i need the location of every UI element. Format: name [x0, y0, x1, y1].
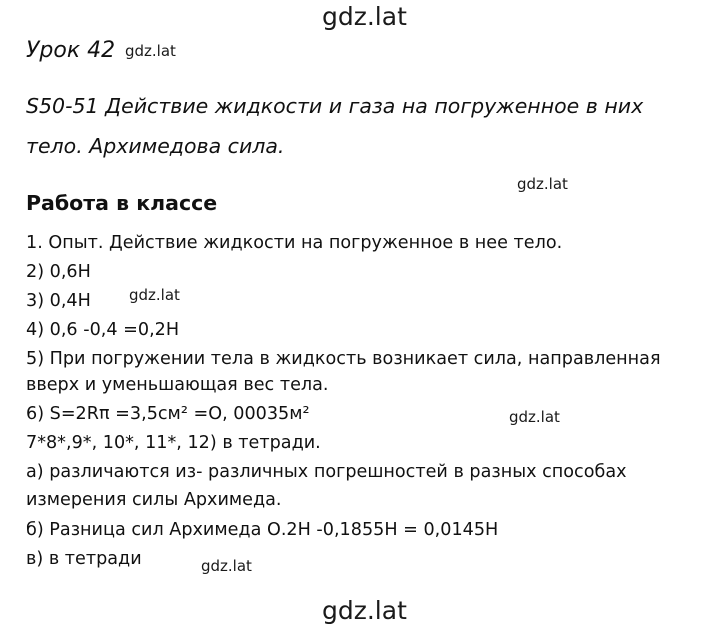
answer-line: а) различаются из- различных погрешностей в разных способах: [26, 462, 627, 482]
watermark-lesson-side: gdz.lat: [125, 42, 176, 60]
topic-line-1: S50-51 Действие жидкости и газа на погруженное в них: [26, 94, 644, 118]
watermark-mid-left: gdz.lat: [129, 286, 180, 304]
watermark-right-upper: gdz.lat: [517, 175, 568, 193]
watermark-right-lower: gdz.lat: [509, 408, 560, 426]
topic-line-2: тело. Архимедова сила.: [26, 134, 285, 158]
watermark-top: gdz.lat: [322, 2, 407, 31]
watermark-bottom: gdz.lat: [322, 596, 407, 625]
answer-line: 5) При погружении тела в жидкость возникает сила, направленная: [26, 349, 661, 369]
answer-line: в) в тетради: [26, 549, 142, 569]
answer-line: 2) 0,6Н: [26, 262, 91, 282]
answer-line: 1. Опыт. Действие жидкости на погруженное в нее тело.: [26, 233, 563, 253]
answer-line: 6) S=2Rπ =3,5см² =О, 00035м²: [26, 404, 310, 424]
answer-line: вверх и уменьшающая вес тела.: [26, 375, 329, 395]
answer-line: б) Разница сил Архимеда О.2Н -0,1855Н = 0,0145Н: [26, 520, 499, 540]
answer-line: 7*8*,9*, 10*, 11*, 12) в тетради.: [26, 433, 321, 453]
lesson-title: Урок 42: [26, 38, 116, 63]
answer-line: 4) 0,6 -0,4 =0,2Н: [26, 320, 180, 340]
section-title: Работа в классе: [26, 191, 218, 215]
watermark-bottom-small: gdz.lat: [201, 557, 252, 575]
answer-line: измерения силы Архимеда.: [26, 490, 282, 510]
answer-line: 3) 0,4Н: [26, 291, 91, 311]
